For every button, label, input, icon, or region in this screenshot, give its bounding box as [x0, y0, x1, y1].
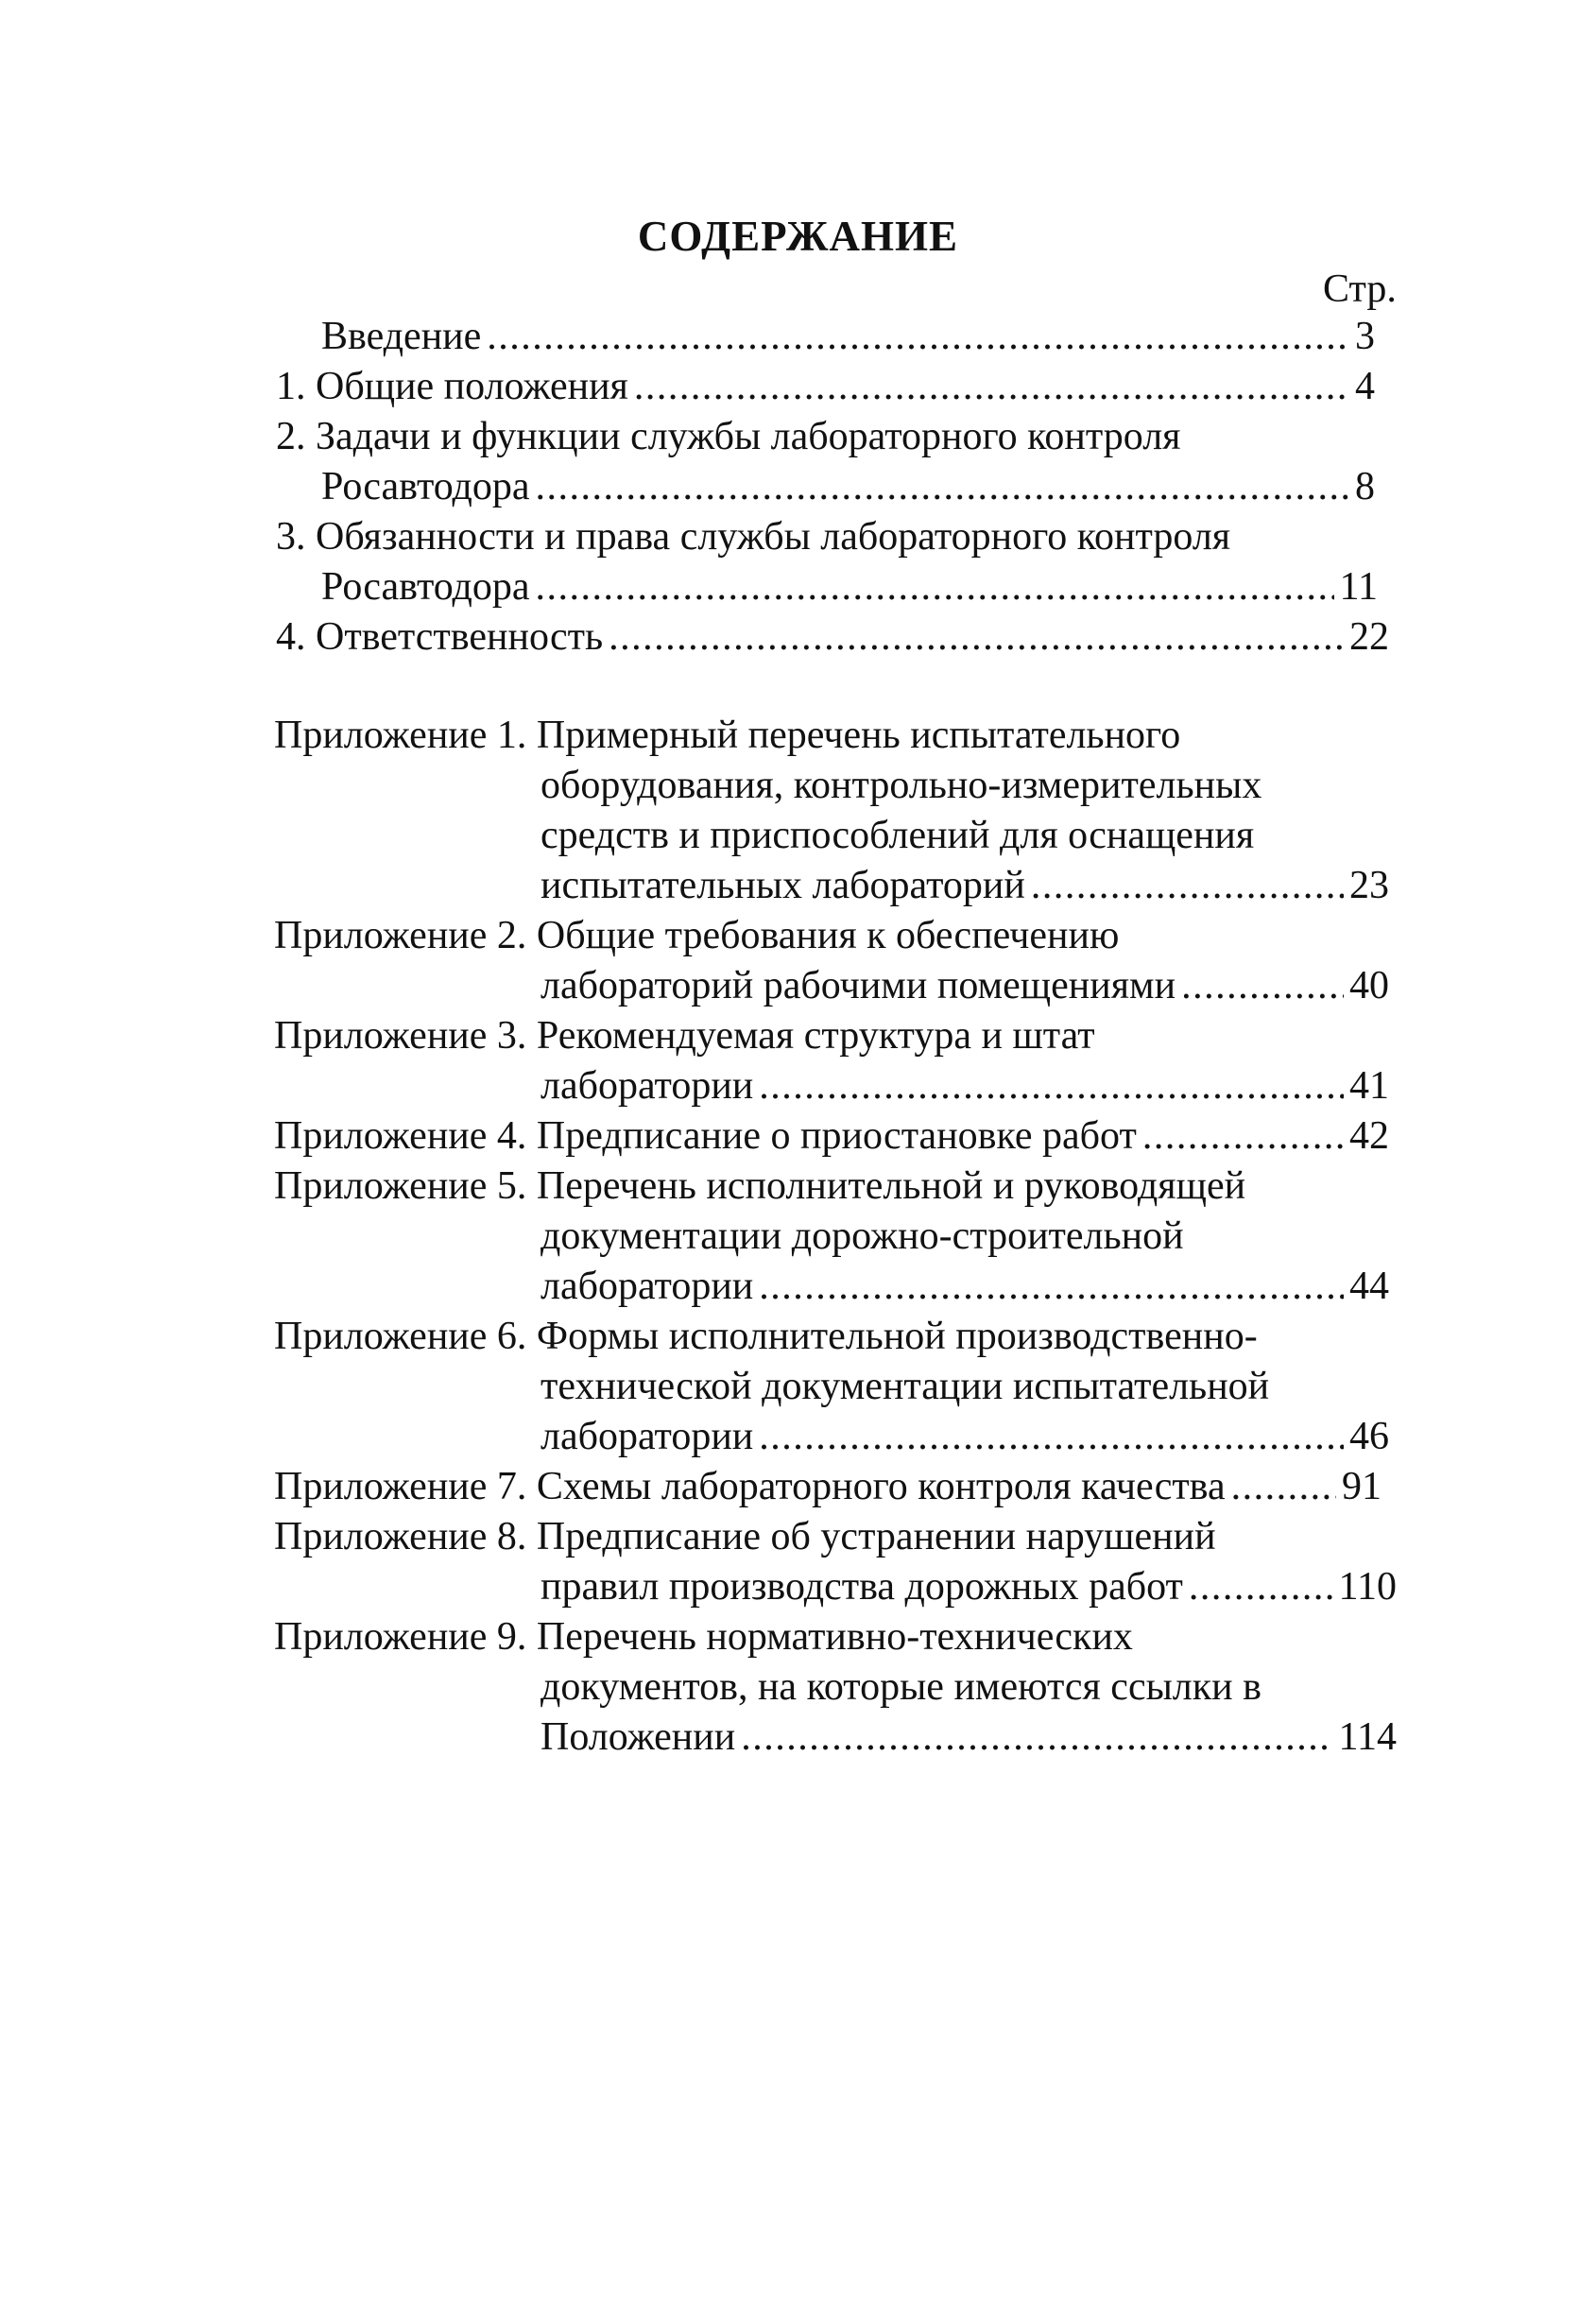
dot-leader	[536, 562, 1334, 611]
appendix-5-line1	[274, 1162, 1408, 1211]
toc-page-number: 40	[1349, 964, 1389, 1007]
appendix-8-line2	[541, 1562, 1397, 1611]
appendix-1-line4	[541, 861, 1389, 910]
appendix-6-line1	[274, 1312, 1408, 1361]
toc-page-number: 110	[1338, 1565, 1397, 1609]
toc-entry-section-2-line1	[276, 412, 1375, 461]
appendix-8-line1	[274, 1512, 1408, 1561]
appendix-4-line1	[274, 1111, 1389, 1161]
dot-leader	[1189, 1562, 1333, 1611]
toc-entry-text: документов, на которые имеются ссылки в	[541, 1665, 1261, 1709]
toc-entry-text: Приложение 7. Схемы лабораторного контроля качества	[274, 1465, 1226, 1508]
toc-entry-text: Приложение 3. Рекомендуемая структура и штат	[274, 1014, 1095, 1058]
toc-page-number: 44	[1349, 1265, 1389, 1308]
toc-page-number: 8	[1355, 465, 1375, 508]
toc-entry-intro	[321, 312, 1375, 361]
toc-entry-text: испытательных лабораторий	[541, 864, 1025, 907]
toc-page-number: 3	[1355, 315, 1375, 358]
appendix-9-line3	[541, 1713, 1397, 1762]
toc-entry-text: Приложение 2. Общие требования к обеспечению	[274, 914, 1120, 957]
toc-entry-text: технической документации испытательной	[541, 1365, 1270, 1408]
toc-entry-text: 3. Обязанности и права службы лабораторного контроля	[276, 515, 1231, 559]
toc-entry-text: Приложение 5. Перечень исполнительной и руководящей	[274, 1164, 1246, 1208]
appendix-9-line1	[274, 1612, 1408, 1661]
toc-entry-section-3-line1	[276, 512, 1375, 561]
toc-page-number: 46	[1349, 1415, 1389, 1458]
toc-page-number: 41	[1349, 1064, 1389, 1108]
appendix-7-line1	[274, 1462, 1381, 1511]
appendix-3-line2	[541, 1061, 1389, 1110]
toc-entry-text: оборудования, контрольно-измерительных	[541, 764, 1262, 807]
appendix-3-line1	[274, 1011, 1408, 1060]
appendix-5-line2	[541, 1212, 1391, 1261]
toc-entry-text: 4. Ответственность	[276, 615, 604, 659]
toc-entry-section-2-line2	[321, 462, 1375, 511]
toc-entry-text: Росавтодора	[321, 465, 530, 508]
toc-entry-section-3-line2	[321, 562, 1378, 611]
dot-leader	[741, 1713, 1332, 1762]
dot-leader	[1231, 1462, 1336, 1511]
toc-entry-text: лаборатории	[541, 1064, 754, 1108]
toc-entry-text: лаборатории	[541, 1265, 754, 1308]
page-column-header: Стр.	[1323, 267, 1397, 311]
toc-page-number: 4	[1355, 365, 1375, 408]
toc-entry-text: лабораторий рабочими помещениями	[541, 964, 1176, 1007]
toc-page-number: 23	[1349, 864, 1389, 907]
toc-entry-text: Росавтодора	[321, 565, 530, 609]
dot-leader	[1031, 861, 1344, 910]
toc-entry-text: Введение	[321, 315, 482, 358]
toc-entry-text: Приложение 9. Перечень нормативно-технических	[274, 1615, 1133, 1659]
dot-leader	[759, 1061, 1344, 1110]
appendix-2-line2	[541, 961, 1389, 1010]
toc-entry-text: 2. Задачи и функции службы лабораторного контроля	[276, 415, 1181, 458]
dot-leader	[487, 312, 1349, 361]
appendix-9-line2	[541, 1662, 1400, 1712]
dot-leader	[759, 1412, 1344, 1461]
appendix-6-line3	[541, 1412, 1389, 1461]
toc-entry-text: Приложение 6. Формы исполнительной производственно-	[274, 1315, 1258, 1358]
toc-page-number: 42	[1349, 1114, 1389, 1158]
toc-page-number: 91	[1342, 1465, 1381, 1508]
toc-page-number: 114	[1338, 1715, 1397, 1759]
toc-page-number: 22	[1349, 615, 1389, 659]
toc-entry-text: Приложение 8. Предписание об устранении нарушений	[274, 1515, 1216, 1558]
dot-leader	[759, 1262, 1344, 1311]
toc-entry-section-1	[276, 362, 1375, 411]
appendix-1-line2	[541, 761, 1391, 810]
dot-leader	[1142, 1111, 1344, 1161]
toc-entry-text: 1. Общие положения	[276, 365, 628, 408]
toc-entry-text: документации дорожно-строительной	[541, 1214, 1184, 1258]
toc-entry-text: лаборатории	[541, 1415, 754, 1458]
appendix-6-line2	[541, 1362, 1391, 1411]
toc-entry-section-4	[276, 612, 1389, 662]
appendix-2-line1	[274, 911, 1408, 960]
dot-leader	[536, 462, 1349, 511]
dot-leader	[1181, 961, 1344, 1010]
toc-entry-text: средств и приспособлений для оснащения	[541, 814, 1255, 857]
page-title: СОДЕРЖАНИЕ	[637, 213, 959, 260]
dot-leader	[609, 612, 1344, 662]
dot-leader	[634, 362, 1349, 411]
toc-entry-text: Положении	[541, 1715, 736, 1759]
appendix-1-line1	[274, 711, 1408, 760]
toc-page-number: 11	[1339, 565, 1378, 609]
toc-entry-text: правил производства дорожных работ	[541, 1565, 1183, 1609]
appendix-1-line3	[541, 811, 1391, 860]
appendix-5-line3	[541, 1262, 1389, 1311]
toc-entry-text: Приложение 4. Предписание о приостановке работ	[274, 1114, 1137, 1158]
toc-entry-text: Приложение 1. Примерный перечень испытательного	[274, 714, 1181, 757]
